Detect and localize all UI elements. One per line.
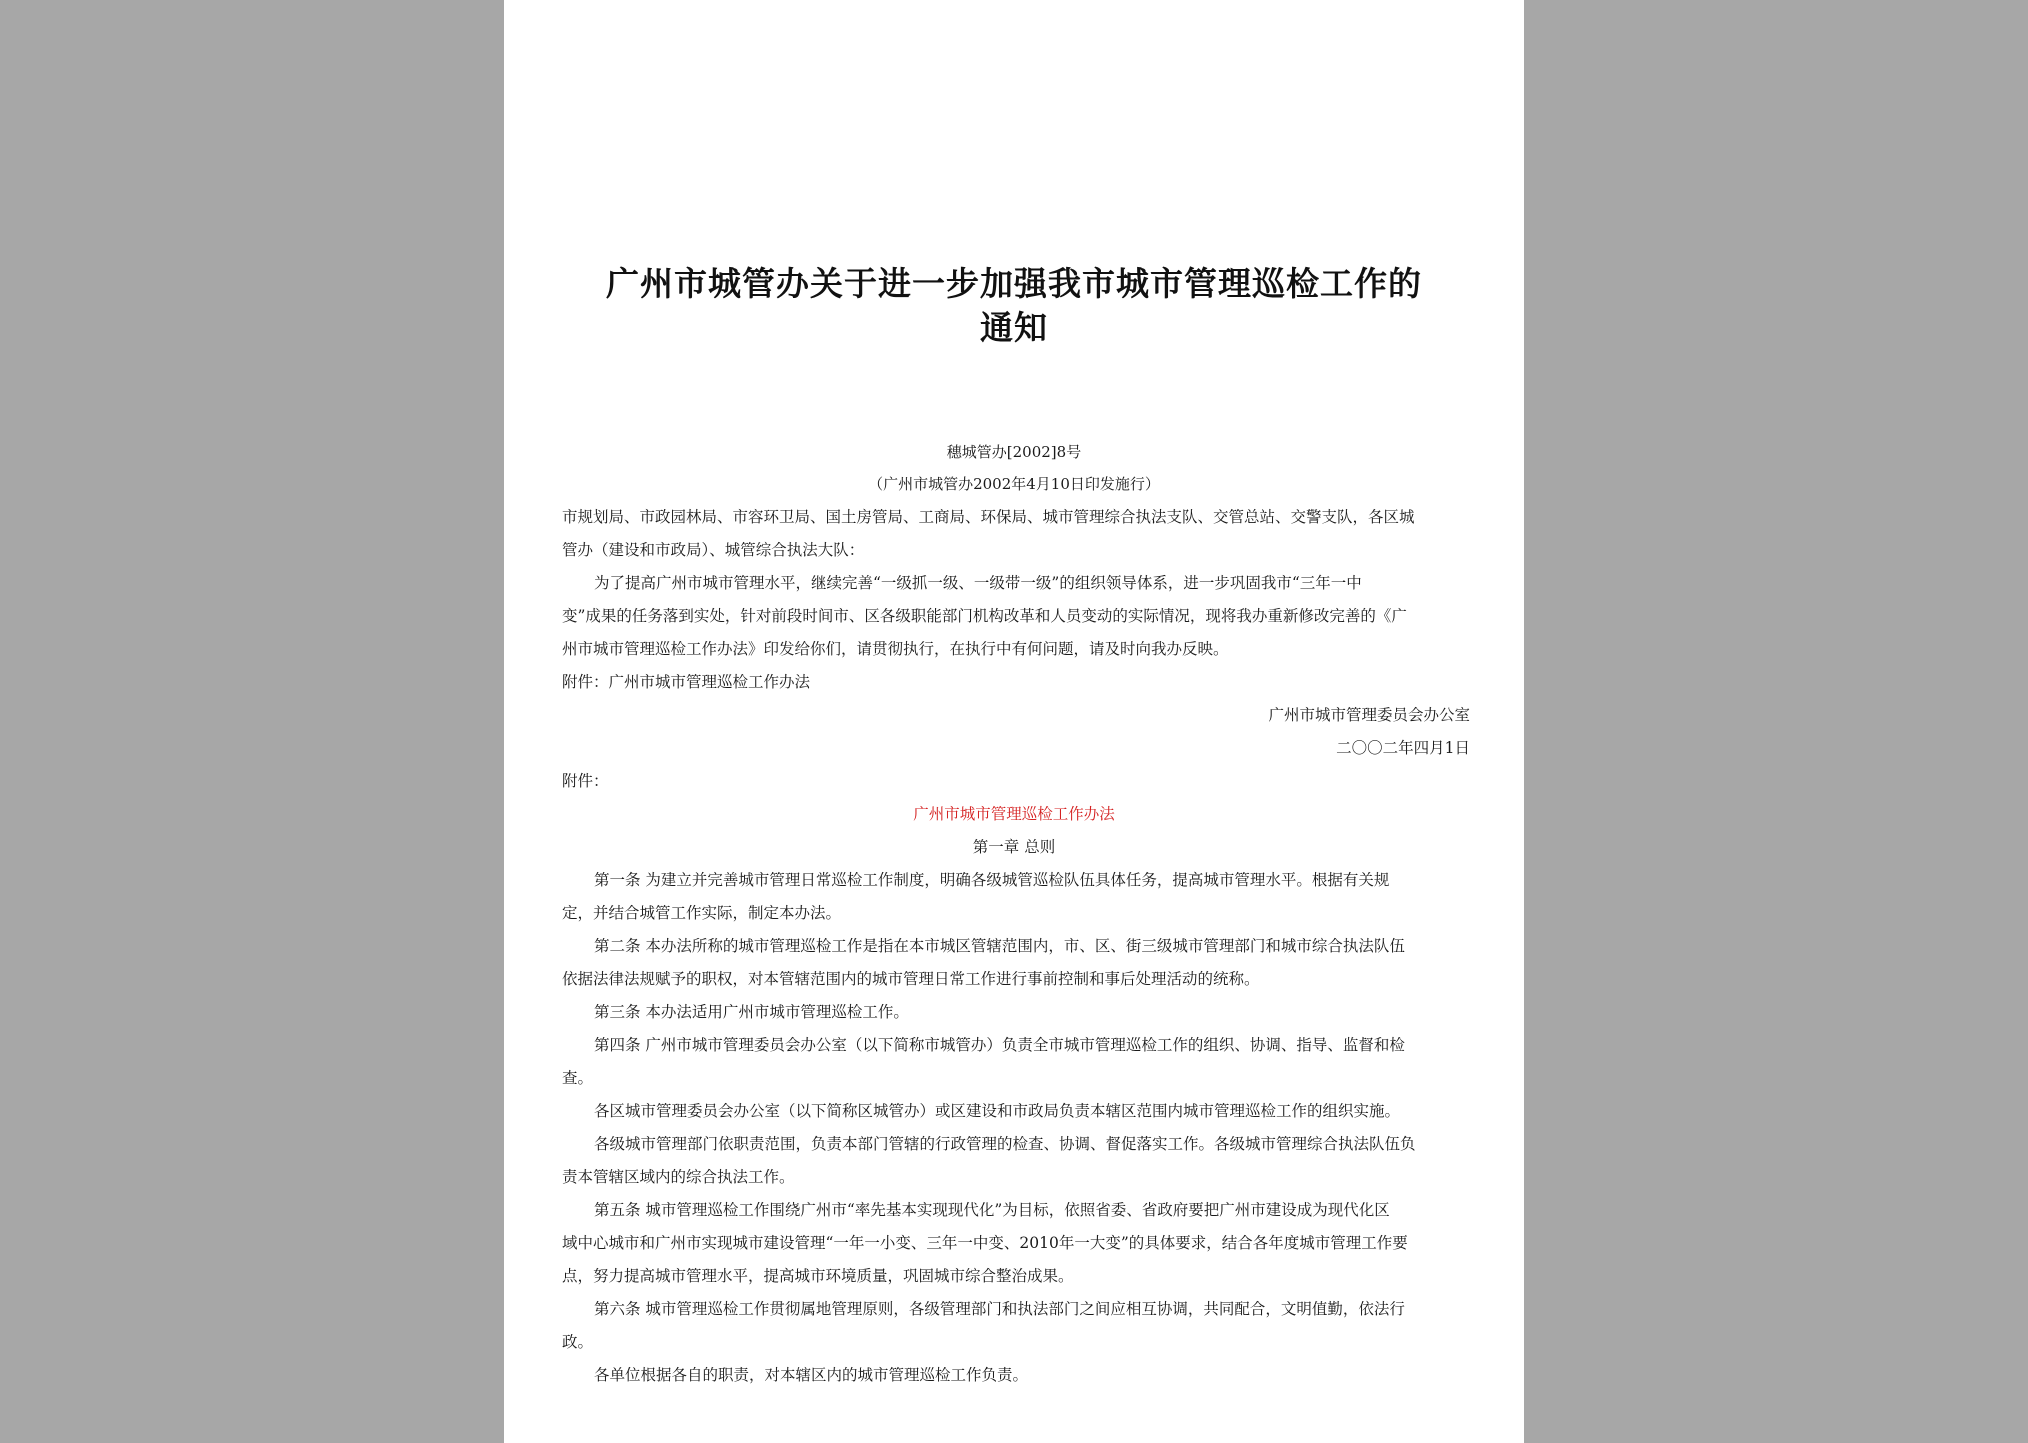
addressee-line2: 管办（建设和市政局）、城管综合执法大队：	[562, 541, 865, 559]
attachment-note: 附件：广州市城市管理巡检工作办法	[562, 673, 811, 691]
article-5-line2: 域中心城市和广州市实现城市建设管理“一年一小变、三年一中变、2010年一大变”的具体要求，结合各年度城市管理工作要	[562, 1234, 1408, 1252]
article-4-line1: 第四条 广州市城市管理委员会办公室（以下简称市城管办）负责全市城市管理巡检工作的组织、协调、指导、监督和检	[594, 1036, 1405, 1054]
chapter-heading: 第一章 总则	[972, 838, 1056, 856]
article-5-line3: 点，努力提高城市管理水平，提高城市环境质量，巩固城市综合整治成果。	[562, 1267, 1074, 1285]
article-1-line2: 定，并结合城管工作实际，制定本办法。	[562, 904, 842, 922]
article-6-line2: 政。	[562, 1333, 594, 1351]
document-page	[504, 0, 1524, 1443]
body-line3: 州市城市管理巡检工作办法》印发给你们，请贯彻执行，在执行中有何问题，请及时向我办反映。	[562, 640, 1229, 658]
article-4-para3-line1: 各级城市管理部门依职责范围，负责本部门管辖的行政管理的检查、协调、督促落实工作。各级城市管理综合执法队伍负	[594, 1135, 1416, 1153]
article-1-line1: 第一条 为建立并完善城市管理日常巡检工作制度，明确各级城管巡检队伍具体任务，提高城市管理水平。根据有关规	[594, 871, 1390, 889]
attachment-title: 广州市城市管理巡检工作办法	[913, 805, 1115, 823]
signature-org: 广州市城市管理委员会办公室	[1268, 706, 1470, 724]
addressee-line1: 市规划局、市政园林局、市容环卫局、国土房管局、工商局、环保局、城市管理综合执法支队、交管总站、交警支队，各区城	[562, 508, 1415, 526]
body-line1: 为了提高广州市城市管理水平，继续完善“一级抓一级、一级带一级”的组织领导体系，进一步巩固我市“三年一中	[594, 574, 1362, 592]
article-6-line1: 第六条 城市管理巡检工作贯彻属地管理原则，各级管理部门和执法部门之间应相互协调，共同配合，文明值勤，依法行	[594, 1300, 1405, 1318]
article-2-line1: 第二条 本办法所称的城市管理巡检工作是指在本市城区管辖范围内，市、区、街三级城市管理部门和城市综合执法队伍	[594, 937, 1405, 955]
article-4-para2: 各区城市管理委员会办公室（以下简称区城管办）或区建设和市政局负责本辖区范围内城市管理巡检工作的组织实施。	[594, 1102, 1401, 1120]
article-4-line2: 查。	[562, 1069, 594, 1087]
article-5-line1: 第五条 城市管理巡检工作围绕广州市“率先基本实现现代化”为目标，依照省委、省政府要把广州市建设成为现代化区	[594, 1201, 1390, 1219]
signature-date: 二〇〇二年四月1日	[1336, 739, 1470, 757]
article-4-para3-line2: 责本管辖区域内的综合执法工作。	[562, 1168, 795, 1186]
attachment-label: 附件：	[562, 772, 609, 790]
article-2-line2: 依据法律法规赋予的职权，对本管辖范围内的城市管理日常工作进行事前控制和事后处理活动的统称。	[562, 970, 1260, 988]
body-line2: 变”成果的任务落到实处，针对前段时间市、区各级职能部门机构改革和人员变动的实际情况，现将我办重新修改完善的《广	[562, 607, 1407, 625]
document-title-line1: 广州市城管办关于进一步加强我市城市管理巡检工作的	[606, 264, 1422, 303]
document-title-line2: 通知	[980, 308, 1048, 347]
article-6-para2: 各单位根据各自的职责，对本辖区内的城市管理巡检工作负责。	[594, 1366, 1029, 1384]
issue-note: （广州市城管办2002年4月10日印发施行）	[868, 475, 1160, 493]
doc-number: 穗城管办[2002]8号	[946, 443, 1082, 461]
article-3-line1: 第三条 本办法适用广州市城市管理巡检工作。	[594, 1003, 909, 1021]
